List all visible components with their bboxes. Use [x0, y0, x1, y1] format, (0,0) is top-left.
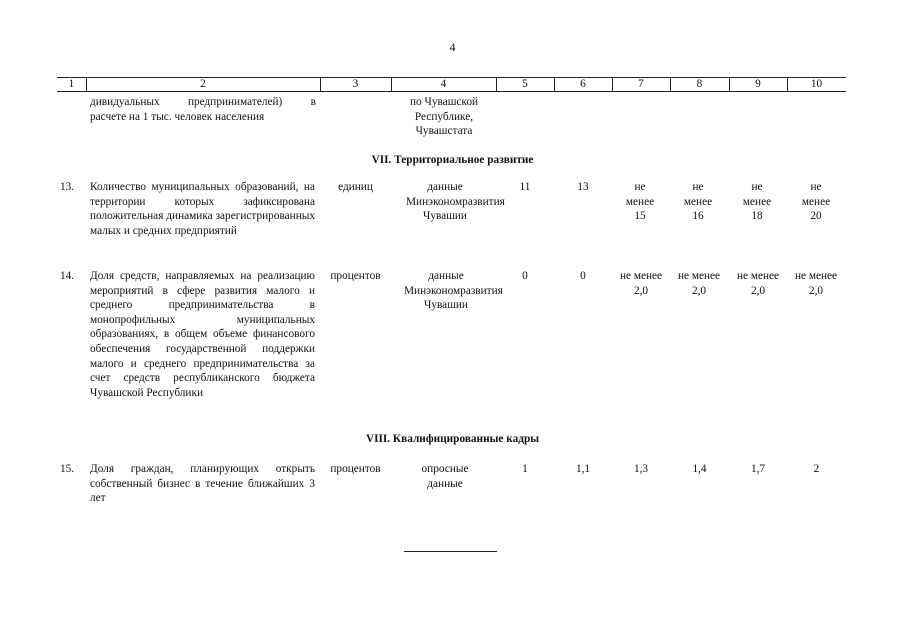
row-value-col8: не менее 16 [683, 181, 713, 223]
header-col-2: 2 [200, 78, 206, 90]
row-unit: процентов [330, 270, 381, 282]
row-value-col9: 1,7 [750, 463, 766, 475]
row-value-col9: не менее 2,0 [736, 270, 780, 297]
row-value-col7: не менее 2,0 [619, 270, 663, 297]
row-value-col9: не менее 18 [742, 181, 772, 223]
row-number: 13. [60, 181, 75, 193]
header-col-10: 10 [810, 78, 823, 90]
row-indicator-text: Количество муниципальных образований, на территории которых зафиксирована положительная динамика зарегистрированных малых и средних предприятий [90, 181, 315, 237]
row-value-col10: не менее 2,0 [794, 270, 838, 297]
section-heading: VII. Территориальное развитие [371, 154, 534, 166]
row-number: 14. [60, 270, 75, 282]
row-source: данные Минэкономразвития Чувашии [406, 181, 505, 223]
header-col-4: 4 [440, 78, 447, 90]
row-unit: единиц [338, 181, 373, 193]
row-value-col5: 0 [522, 270, 528, 282]
row-value-col8: не менее 2,0 [677, 270, 721, 297]
row-value-col8: 1,4 [692, 463, 707, 475]
end-rule [404, 551, 497, 552]
header-bottom-rule [57, 91, 846, 92]
row-value-col5: 11 [519, 181, 531, 193]
row-value-col6: 0 [580, 270, 586, 282]
cont-text-line1: дивидуальных предпринимателей) в [90, 96, 316, 108]
row-value-col10: не менее 20 [801, 181, 831, 223]
row-unit: процентов [330, 463, 381, 475]
cont-row-source: по Чувашской Республике, Чувашстата [409, 96, 479, 138]
row-value-col10: 2 [813, 463, 820, 475]
cont-text-line2: расчете на 1 тыс. человек населения [90, 110, 265, 123]
row-source: опросные данные [421, 463, 469, 490]
page-number: 4 [449, 40, 456, 54]
row-value-col7: не менее 15 [625, 181, 655, 223]
cont-row-text [90, 95, 316, 124]
section-heading: VIII. Квалифицированные кадры [365, 433, 540, 445]
row-source: данные Минэкономразвития Чувашии [404, 270, 503, 312]
header-col-7: 7 [638, 78, 644, 90]
header-col-1: 1 [68, 78, 75, 90]
row-value-col5: 1 [522, 463, 528, 475]
row-value-col7: 1,3 [633, 463, 649, 475]
row-indicator-text: Доля граждан, планирующих открыть собственный бизнес в течение ближайших 3 лет [90, 463, 315, 505]
header-col-9: 9 [755, 78, 761, 90]
row-indicator-text: Доля средств, направляемых на реализацию мероприятий в сфере развития малого и среднего предпринимательства в монопрофильных муниципальных образованиях, в общем объеме финансового обеспечения государственной поддержки малого и среднего предпринимательства за счет средств республиканского бюджета Чувашской Республики [90, 270, 315, 399]
row-number: 15. [60, 463, 75, 475]
header-col-5: 5 [522, 78, 528, 90]
header-col-6: 6 [580, 78, 586, 90]
header-col-3: 3 [352, 78, 359, 90]
header-col-8: 8 [696, 78, 703, 90]
row-value-col6: 13 [577, 181, 589, 193]
row-value-col6: 1,1 [575, 463, 591, 475]
